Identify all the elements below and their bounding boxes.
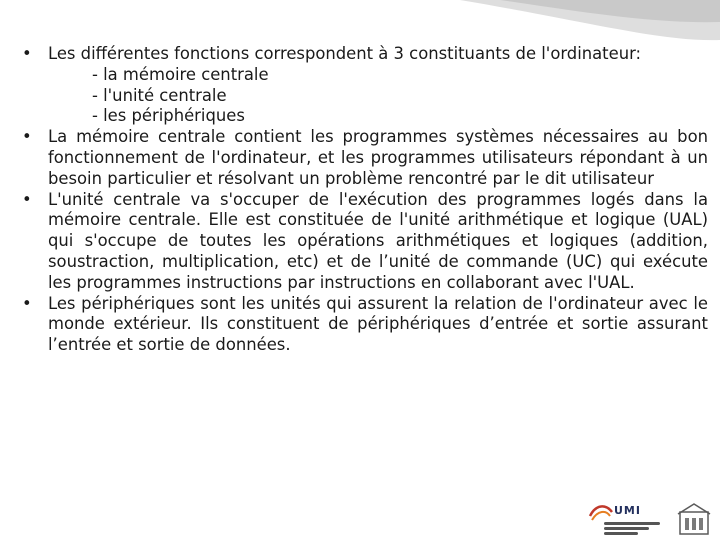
bullet-item xyxy=(22,44,708,65)
sub-item: - les périphériques xyxy=(92,106,245,126)
faculty-emblem-icon xyxy=(672,502,716,538)
bullet-marker: • xyxy=(22,127,32,147)
bullet-text: Les périphériques sont les unités qui assurent la relation de l'ordinateur avec le monde extérieur. Ils constituent de périphériques d’entrée et sortie assurant l’entrée et sortie de données. xyxy=(48,293,708,355)
bullet-item xyxy=(22,294,708,356)
bullet-marker: • xyxy=(22,44,32,63)
bullet-text: L'unité centrale va s'occuper de l'exécution des programmes logés dans la mémoire centrale. Elle est constituée de l'unité arithmétique et logique (UAL) qui s'occupe de toutes les opérations arithmétiques et logiques (addition, soustraction, multiplication, etc) et de l’unité de commande (UC) qui exécute les programmes instructions par instructions en collaborant avec l'UAL. xyxy=(48,189,708,292)
bullet-marker: • xyxy=(22,189,32,209)
bullet-text: Les différentes fonctions correspondent à 3 constituants de l'ordinateur: xyxy=(48,44,642,63)
slide-body xyxy=(22,44,708,356)
bullet-item xyxy=(22,127,708,189)
bullet-text: La mémoire centrale contient les programmes systèmes nécessaires au bon fonctionnement de l'ordinateur, et les programmes utilisateurs répondant à un besoin particulier et résolvant un problème rencontré par le dit utilisateur xyxy=(48,127,708,188)
logo-arabic-text xyxy=(604,520,660,534)
footer-logos xyxy=(560,500,720,540)
logo-text: UMI xyxy=(614,504,641,517)
sub-item: - l'unité centrale xyxy=(92,85,227,105)
bullet-item xyxy=(22,190,708,294)
sub-item: - la mémoire centrale xyxy=(92,64,269,84)
bullet-marker: • xyxy=(22,293,32,313)
